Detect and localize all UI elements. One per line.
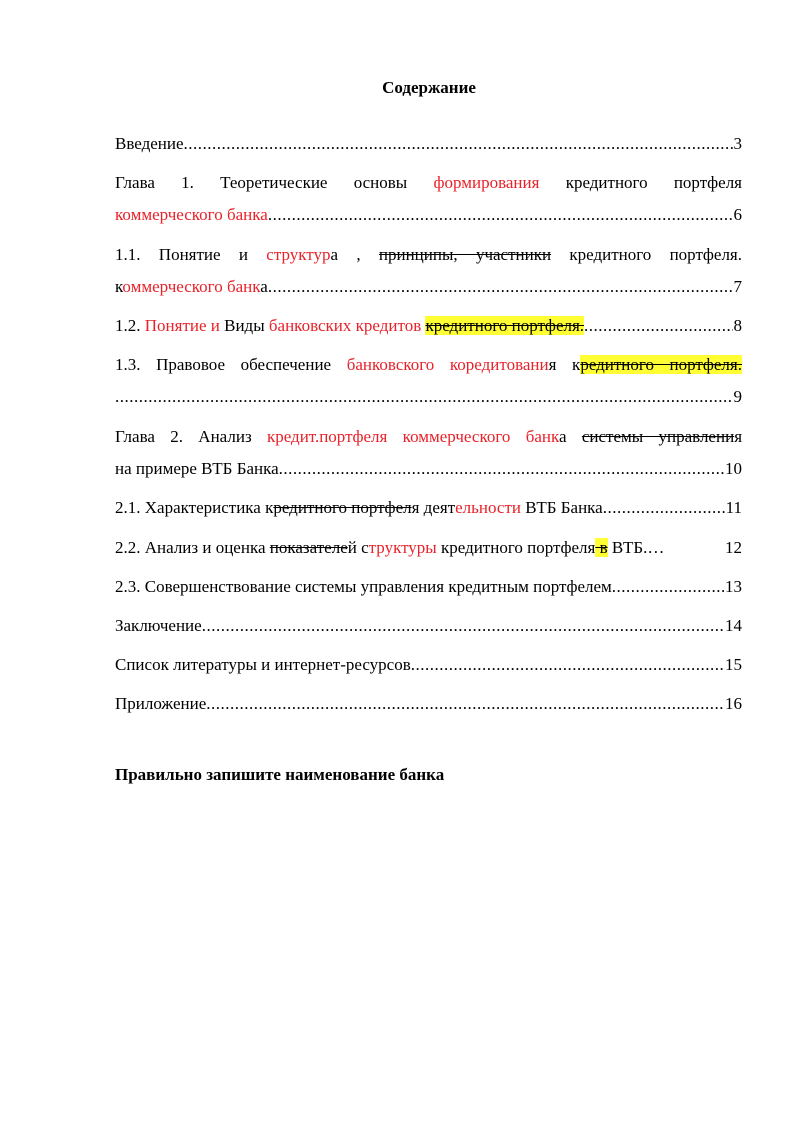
toc-entry-1-1-line1 [115,244,742,266]
toc-text: 2.2. Анализ и оценка [115,538,270,557]
toc-text: Виды [219,316,269,335]
toc-text: Глава 1. Теоретические основы [115,173,434,192]
dot-leader [584,315,732,337]
page-number: 10 [725,459,742,478]
toc-text: я [734,427,743,446]
revised-text: труктуры [368,538,437,557]
revised-text: оммерческого банк [122,277,261,296]
toc-entry-chapter1-line2 [115,204,742,226]
toc-entry-intro [115,133,742,155]
toc-entry-chapter2-line1 [115,426,742,448]
toc-entry-1-1-line2 [115,276,742,298]
revised-text: кредит.портфеля коммерческого банк [266,427,559,446]
dot-leader [115,386,733,408]
toc-text: а , [330,245,379,264]
deleted-text: системы управлени [581,427,735,446]
toc-text: 1.3. Правовое обеспечение [115,355,347,374]
toc-entry-text: Приложение [115,694,207,713]
page-title: Содержание [382,78,476,97]
deleted-text: показателе [269,538,348,557]
toc-text: я к [548,355,581,374]
dot-leader [411,654,724,676]
toc-entry-appendix [115,693,742,715]
revised-text: банковских кредитов [268,316,422,335]
toc-text: на примере ВТБ Банка [115,459,279,478]
toc-text: а [559,427,582,446]
toc-entry-1-2 [115,315,742,337]
toc-text: Глава 2. Анализ [115,427,267,446]
deleted-text: редитного портфел [273,498,412,517]
toc-text: кредитного портфеля [436,538,596,557]
page-number: 12 [725,538,742,557]
dot-leader [612,576,724,598]
toc-text: й с [347,538,369,557]
dot-leader [268,276,733,298]
toc-entry-text: 2.3. Совершенствование системы управления кредитным портфелем [115,577,612,596]
dot-leader [202,615,724,637]
page-number: 9 [733,387,742,406]
toc-text: кредитного портфеля. [551,245,742,264]
toc-entry-2-3 [115,576,742,598]
revised-text: коммерческого банка [115,205,268,224]
toc-entry-chapter1-line1 [115,172,742,194]
page-number: 16 [725,694,742,713]
dot-leader [279,458,724,480]
toc-entry-2-2 [115,537,742,559]
revised-text: структур [266,245,331,264]
toc-entry-text: Заключение [115,616,202,635]
page-number: 6 [733,205,742,224]
toc-entry-1-3-line2 [115,386,742,408]
deleted-text: принципы, участники [378,245,552,264]
toc-text: 1.2. [115,316,145,335]
toc-entry-text: Введение [115,134,184,153]
deleted-highlighted-text: кредитного портфеля. [425,316,585,335]
dot-leader [184,133,733,155]
toc-text: а [260,277,268,296]
toc-entry-1-3-line1 [115,354,742,376]
deleted-highlighted-text: в [595,538,608,557]
toc-entry-2-1 [115,497,742,519]
toc-entry-chapter2-line2 [115,458,742,480]
page-number: 8 [733,316,742,335]
toc-text: я деят [411,498,456,517]
dot-leader [603,497,725,519]
toc-text: ВТБ Банка [521,498,603,517]
page-number: 3 [733,134,742,153]
toc-text: к [115,277,123,296]
toc-text: 1.1. Понятие и [115,245,267,264]
toc-entry-text: Список литературы и интернет-ресурсов [115,655,411,674]
reviewer-note: Правильно запишите наименование банка [115,765,445,784]
toc-text: ВТБ.… [607,538,665,557]
revised-text: ельности [455,498,521,517]
revised-text: банковского коредитовани [346,355,549,374]
revised-text: формирования [433,173,540,192]
page-number: 15 [725,655,742,674]
page-number: 7 [733,277,742,296]
toc-entry-conclusion [115,615,742,637]
page-number: 11 [725,498,742,517]
toc-entry-references [115,654,742,676]
page-number: 13 [725,577,742,596]
dot-leader [206,693,724,715]
deleted-highlighted-text: редитного портфеля. [580,355,742,374]
revised-text: Понятие и [144,316,220,335]
page-number: 14 [725,616,742,635]
dot-leader [268,204,733,226]
toc-text: 2.1. Характеристика к [115,498,274,517]
toc-text: кредитного портфеля [539,173,742,192]
